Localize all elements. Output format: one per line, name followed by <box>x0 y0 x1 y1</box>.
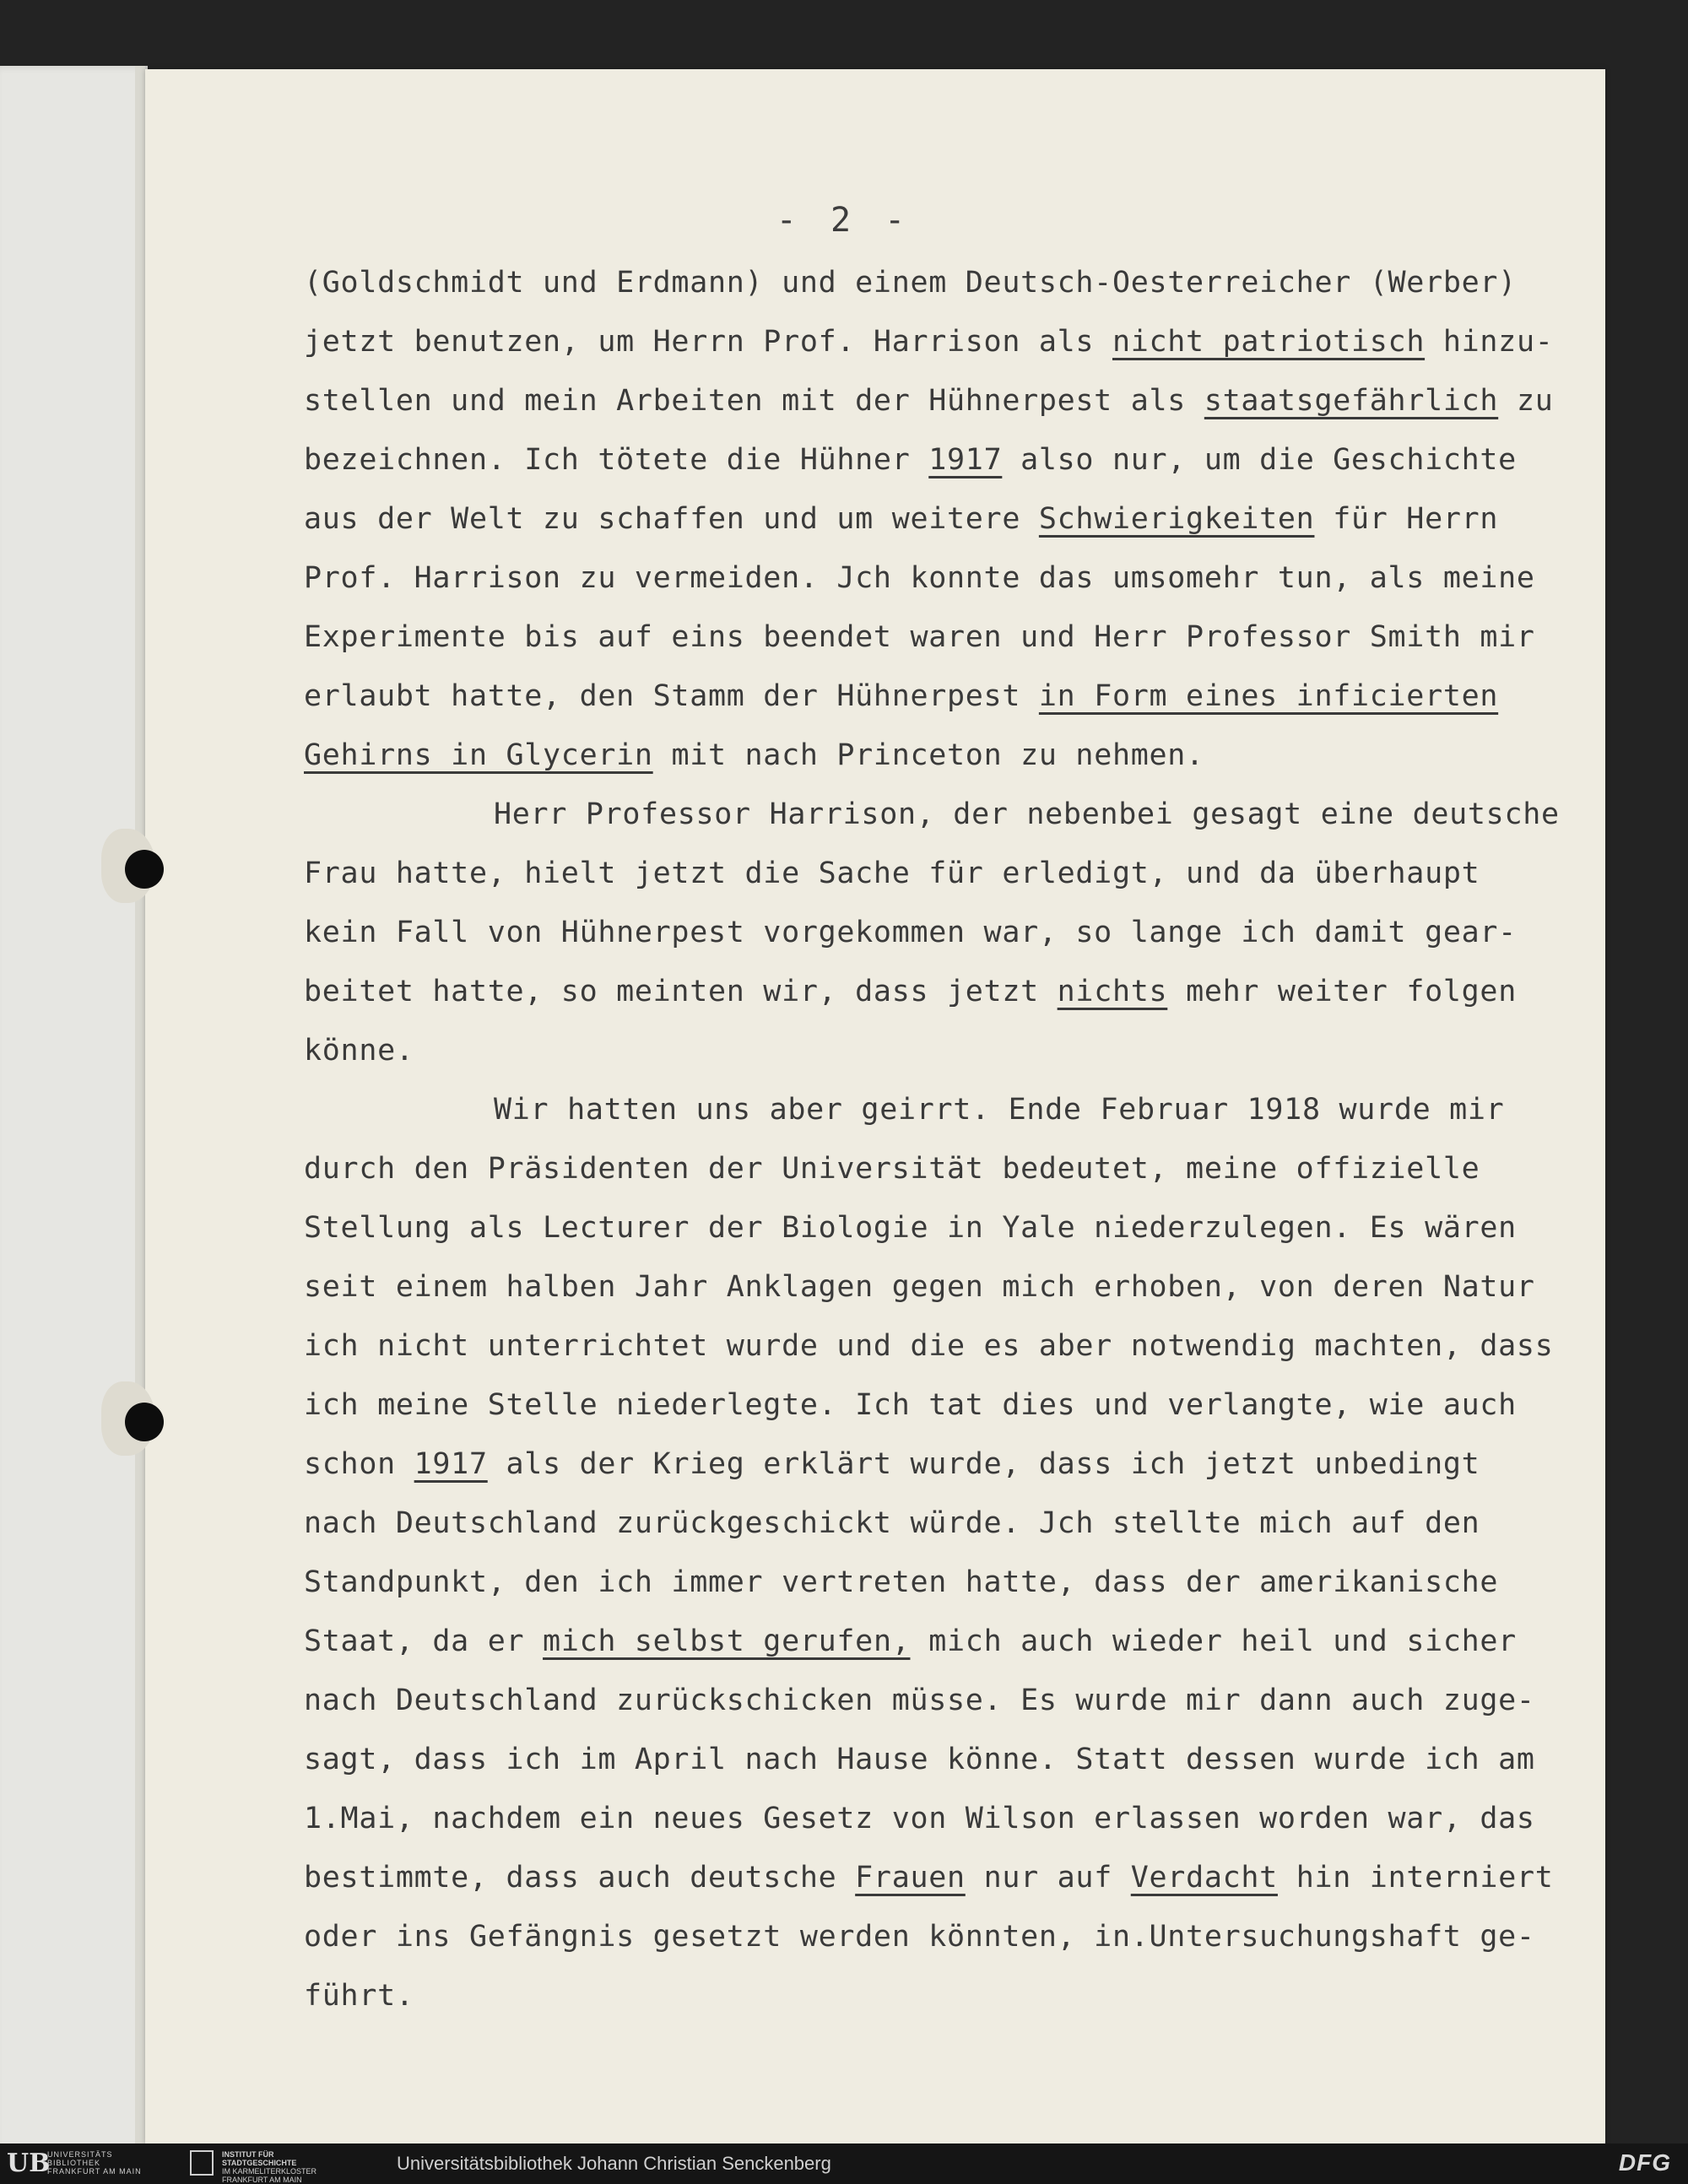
text-line: nach Deutschland zurückschicken müsse. Es wurde mir dann auch zuge- <box>304 1684 1535 1717</box>
underlined-text: 1917 <box>414 1447 488 1481</box>
underlined-text: nichts <box>1057 975 1168 1008</box>
dfg-logo[interactable]: DFG <box>1618 2149 1671 2176</box>
text-line: ich nicht unterrichtet wurde und die es aber notwendig machten, dass <box>304 1329 1554 1363</box>
underlined-text: staatsgefährlich <box>1204 384 1499 418</box>
text-line: bestimmte, dass auch deutsche Frauen nur auf Verdacht hin interniert <box>304 1861 1554 1895</box>
underlined-text: Schwierigkeiten <box>1038 502 1315 536</box>
underlined-text: in Form eines inficierten <box>1038 679 1499 713</box>
previous-page-edge <box>0 66 148 2152</box>
text-line: nach Deutschland zurückgeschickt würde. Jch stellte mich auf den <box>304 1506 1480 1540</box>
text-line: Stellung als Lecturer der Biologie in Yale niederzulegen. Es wären <box>304 1211 1517 1245</box>
text-line: Standpunkt, den ich immer vertreten hatte, dass der amerikanische <box>304 1565 1499 1599</box>
text-line: oder ins Gefängnis gesetzt werden könnten, in.Untersuchungshaft ge- <box>304 1920 1535 1954</box>
text-line: aus der Welt zu schaffen und um weitere Schwierigkeiten für Herrn <box>304 502 1499 536</box>
text-line: Experimente bis auf eins beendet waren und Herr Professor Smith mir <box>304 620 1535 654</box>
text-line: führt. <box>304 1979 414 2013</box>
text-line: könne. <box>304 1034 414 1068</box>
underlined-text: mich selbst gerufen, <box>543 1624 911 1658</box>
text-line: (Goldschmidt und Erdmann) und einem Deutsch-Oesterreicher (Werber) <box>304 266 1517 300</box>
isg-logo-icon <box>190 2150 214 2176</box>
ub-logo[interactable] <box>7 2149 176 2179</box>
text-line: 1.Mai, nachdem ein neues Gesetz von Wilson erlassen worden war, das <box>304 1802 1535 1835</box>
isg-logo-text: INSTITUT FÜR STADTGESCHICHTE IM KARMELITERKLOSTER FRANKFURT AM MAIN <box>222 2150 317 2184</box>
text-line: Gehirns in Glycerin mit nach Princeton zu nehmen. <box>304 738 1204 772</box>
text-line: Prof. Harrison zu vermeiden. Jch konnte das umsomehr tun, als meine <box>304 561 1535 595</box>
text-line: beitet hatte, so meinten wir, dass jetzt nichts mehr weiter folgen <box>304 975 1517 1008</box>
text-line: stellen und mein Arbeiten mit der Hühnerpest als staatsgefährlich zu <box>304 384 1554 418</box>
isg-logo[interactable] <box>190 2149 359 2184</box>
text-line: durch den Präsidenten der Universität bedeutet, meine offizielle <box>304 1152 1480 1186</box>
text-line: schon 1917 als der Krieg erklärt wurde, dass ich jetzt unbedingt <box>304 1447 1480 1481</box>
text-line: Wir hatten uns aber geirrt. Ende Februar 1918 wurde mir <box>494 1093 1505 1127</box>
underlined-text: nicht patriotisch <box>1112 325 1426 359</box>
text-line: Frau hatte, hielt jetzt die Sache für erledigt, und da überhaupt <box>304 857 1480 890</box>
text-line: sagt, dass ich im April nach Hause könne. Statt dessen wurde ich am <box>304 1743 1535 1776</box>
text-line: Herr Professor Harrison, der nebenbei gesagt eine deutsche <box>494 797 1560 831</box>
footer-library-name: Universitätsbibliothek Johann Christian Senckenberg <box>397 2153 831 2174</box>
text-line: bezeichnen. Ich tötete die Hühner 1917 also nur, um die Geschichte <box>304 443 1517 477</box>
text-line: Staat, da er mich selbst gerufen, mich auch wieder heil und sicher <box>304 1624 1517 1658</box>
page-number: - 2 - <box>776 201 912 240</box>
punch-hole <box>125 850 164 889</box>
text-line: kein Fall von Hühnerpest vorgekommen war, so lange ich damit gear- <box>304 916 1517 949</box>
text-line: erlaubt hatte, den Stamm der Hühnerpest in Form eines inficierten <box>304 679 1499 713</box>
text-line: seit einem halben Jahr Anklagen gegen mich erhoben, von deren Natur <box>304 1270 1535 1304</box>
underlined-text: Frauen <box>855 1861 966 1895</box>
underlined-text: 1917 <box>928 443 1003 477</box>
footer-bar <box>0 2143 1688 2184</box>
text-line: ich meine Stelle niederlegte. Ich tat dies und verlangte, wie auch <box>304 1388 1517 1422</box>
underlined-text: Gehirns in Glycerin <box>304 738 653 772</box>
ub-logo-mark: UB <box>7 2149 51 2178</box>
page-fold <box>135 66 145 2152</box>
ub-logo-text: UNIVERSITÄTS BIBLIOTHEK FRANKFURT AM MAIN <box>47 2150 142 2176</box>
punch-hole <box>125 1403 164 1441</box>
underlined-text: Verdacht <box>1130 1861 1278 1895</box>
text-line: jetzt benutzen, um Herrn Prof. Harrison als nicht patriotisch hinzu- <box>304 325 1554 359</box>
